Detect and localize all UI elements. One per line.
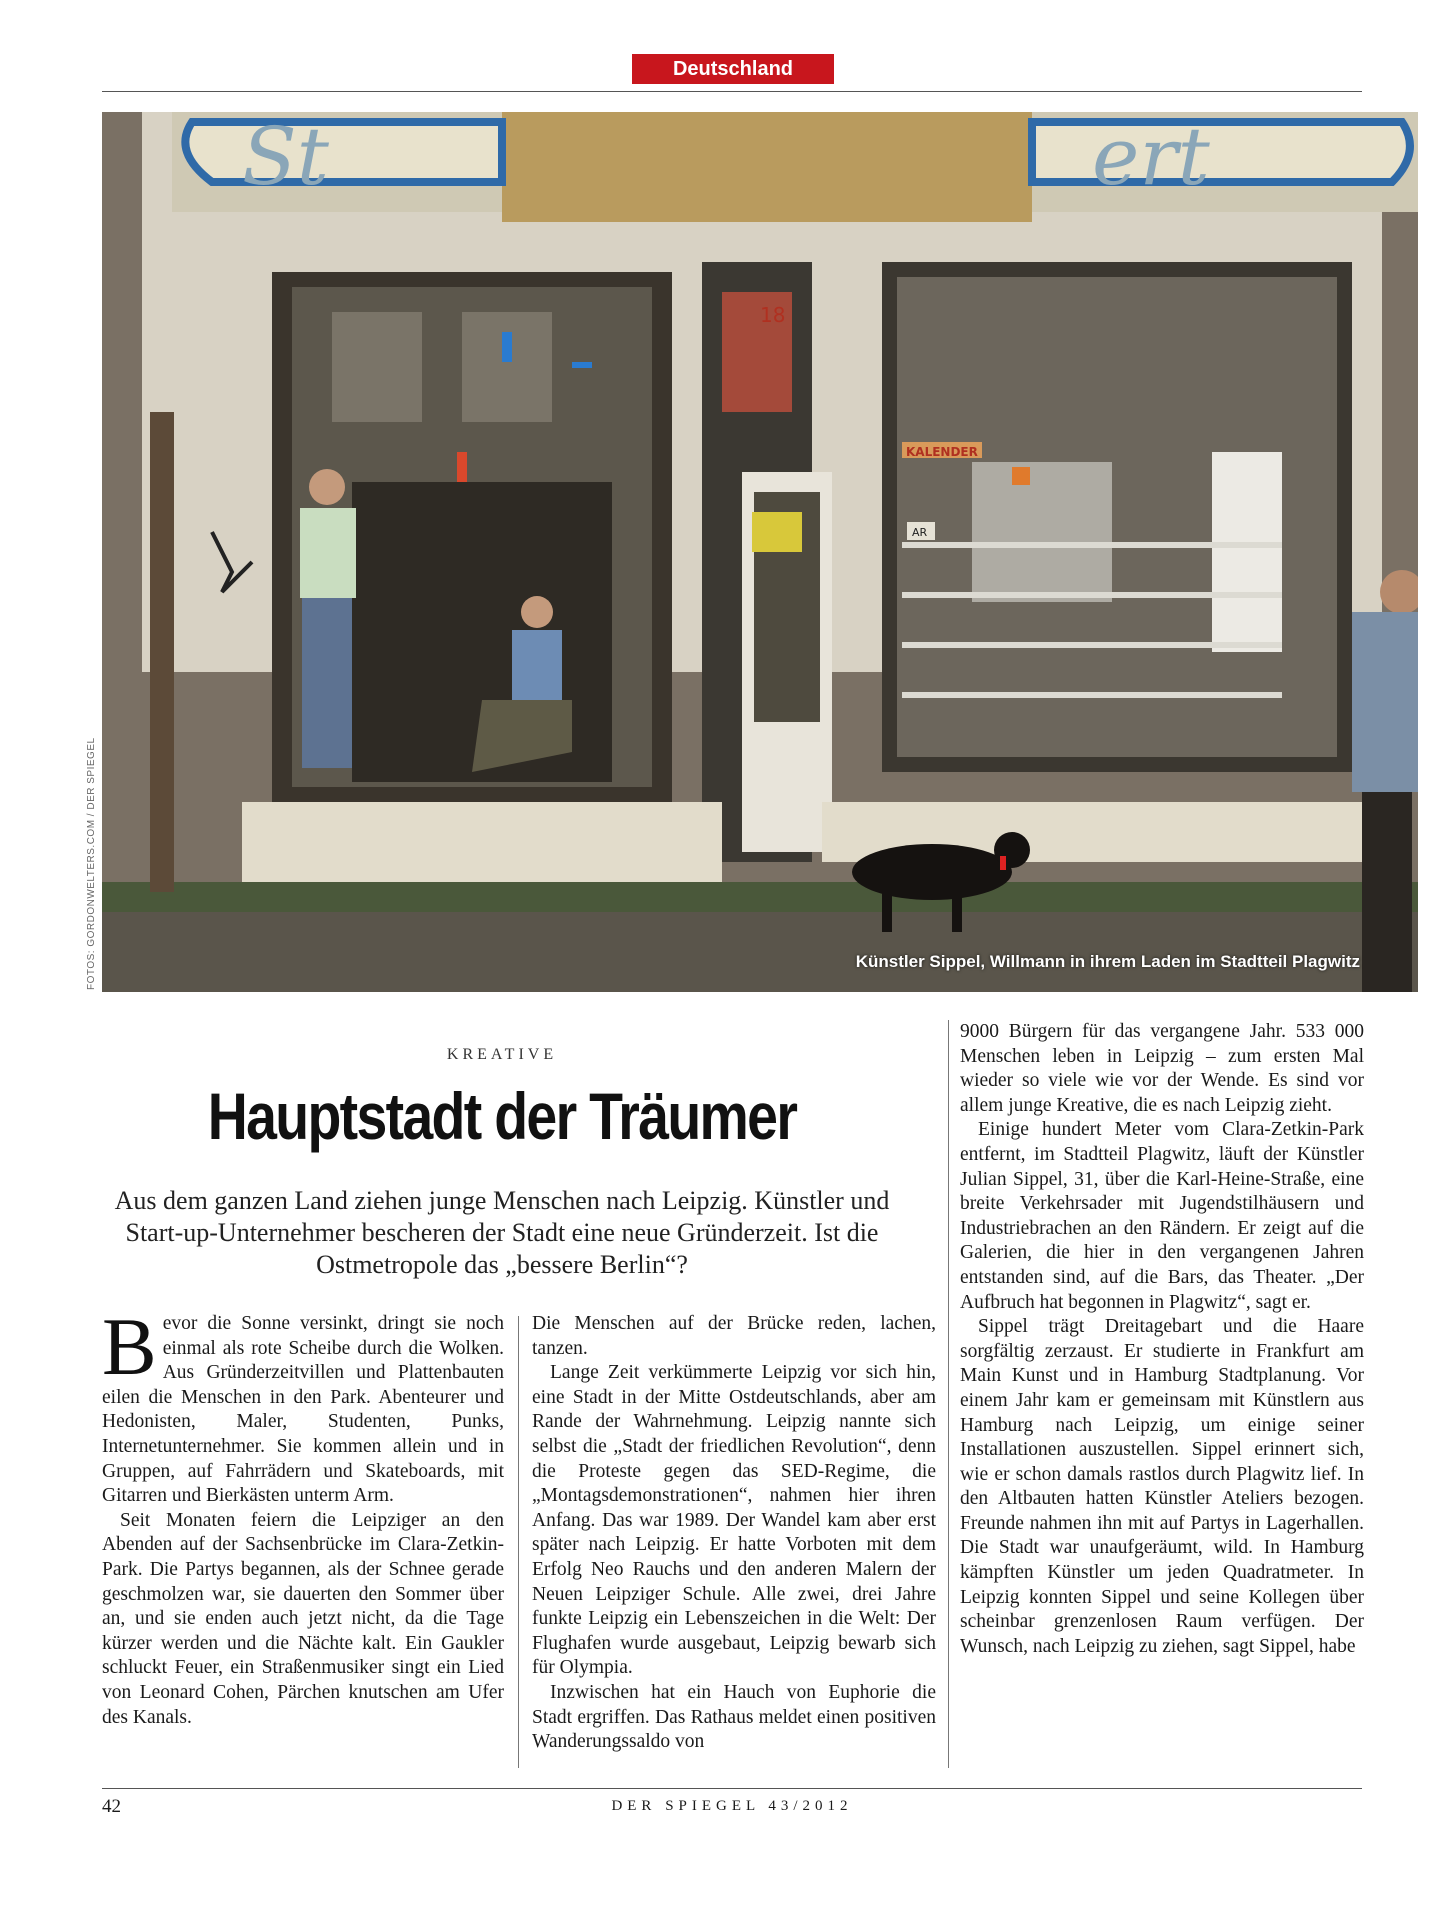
page-number: 42 [102,1796,121,1817]
drop-cap: B [102,1301,157,1392]
body-paragraph: Bevor die Sonne versinkt, dringt sie noch einmal als rote Scheibe durch die Wolken. Aus Gründerzeitvillen und Plattenbauten eilen die Menschen in den Park. Abenteurer und Hedonisten, Maler, Studenten, Punks, Internetunternehmer. Sie kommen allein und in Gruppen, auf Fahrrädern und Skateboards, mit Gitarren und Bierkästen unterm Arm. [102,1301,504,1507]
bottom-rule [102,1788,1362,1789]
column-divider [948,1020,949,1768]
body-column-2 [532,1312,936,1755]
body-paragraph: Seit Monaten feiern die Leipziger an den Abenden auf der Sachsenbrücke im Clara-Zetkin-Park. Die Partys begannen, als der Schnee gerade geschmolzen war, sie dauerten den Sommer über an, und sie enden auch jetzt nicht, da die Tage kürzer werden und die Nächte kalt. Ein Gaukler schluckt Feuer, ein Straßenmusiker singt ein Lied von Leonard Cohen, Pärchen knutschen am Ufer des Kanals. [102,1509,504,1728]
body-paragraph: 9000 Bürgern für das vergangene Jahr. 533 000 Menschen leben in Leipzig – zum ersten Mal wieder so viele wie vor der Wende. Es sind vor allem junge Kreative, die es nach Leipzig zieht. [960,1021,1364,1116]
svg-text:AR: AR [912,526,928,539]
magazine-footer: DER SPIEGEL 43/2012 [611,1798,853,1814]
body-paragraph: Sippel trägt Dreitagebart und die Haare sorgfältig zerzaust. Er studierte in Frankfurt am Main Kunst und in Hamburg Stadtplanung. Vor einem Jahr kam er gemeinsam mit Künstlern aus Hamburg nach Leipzig, um einige seiner Installationen auszustellen. Sippel erinnert sich, wie er schon damals rastlos durch Plagwitz lief. In den Altbauten hatten Künstler Ateliers bezogen. Freunde nahmen ihn mit auf Partys in Lagerhallen. Die Stadt war unaufgeräumt, wild. In Hamburg kämpften Künstler um jeden Quadratmeter. In Leipzig konnten Sippel und seine Kollegen über scheinbar grenzenlosen Raum verfügen. Der Wunsch, nach Leipzig zu ziehen, sagt Sippel, habe [960,1316,1364,1657]
svg-text:St: St [242,112,329,203]
photo-credit: FOTOS: GORDONWELTERS.COM / DER SPIEGEL [86,737,97,990]
article-headline: Hauptstadt der Träumer [207,1079,797,1153]
body-paragraph: Inzwischen hat ein Hauch von Euphorie die Stadt ergriffen. Das Rathaus meldet einen positiven Wanderungssaldo von [532,1681,936,1753]
lead-photo [102,112,1418,992]
svg-text:18: 18 [760,303,786,327]
storefront-illustration [102,112,1418,992]
section-label: Deutschland [632,54,834,84]
svg-text:ert: ert [1092,112,1210,203]
photo-caption: Künstler Sippel, Willmann in ihrem Laden im Stadtteil Plagwitz [855,952,1360,971]
top-rule [102,91,1362,92]
body-paragraph: Die Menschen auf der Brücke reden, lachen, tanzen. [532,1313,936,1359]
column-divider [518,1316,519,1768]
article-kicker: KREATIVE [446,1046,558,1063]
body-column-3 [960,1020,1364,1659]
body-paragraph: Lange Zeit verkümmerte Leipzig vor sich hin, eine Stadt in der Mitte Ostdeutschlands, aber am Rande der Wahrnehmung. Leipzig nannte sich selbst die „Stadt der friedlichen Revolution“, denn die Proteste gegen das SED-Regime, die „Montagsdemonstrationen“, nahmen hier ihren Anfang. Das war 1989. Der Wandel kam aber erst später nach Leipzig. Er hatte Vorboten mit dem Erfolg Neo Rauchs und den anderen Malern der Neuen Leipziger Schule. Alle zwei, drei Jahre funkte Leipzig ein Lebenszeichen in die Welt: Der Flughafen wurde ausgebaut, Leipzig bewarb sich für Olympia. [532,1362,936,1679]
article-deck: Aus dem ganzen Land ziehen junge Menschen nach Leipzig. Künstler und Start-up-Unternehmer bescheren der Stadt eine neue Gründerzeit. Ist die Ostmetropole das „bessere Berlin“? [114,1186,890,1279]
svg-text:KALENDER: KALENDER [906,445,978,459]
body-column-1 [102,1301,504,1730]
body-paragraph: Einige hundert Meter vom Clara-Zetkin-Park entfernt, im Stadtteil Plagwitz, läuft der Künstler Julian Sippel, 31, über die Karl-Heine-Straße, eine breite Verkehrsader mit Jugendstilhäusern und Industriebrachen an den Rändern. Er zeigt auf die Galerien, die hier in den vergangenen Jahren entstanden sind, auf die Bars, das Theater. „Der Aufbruch hat begonnen in Plagwitz“, sagt er. [960,1119,1364,1313]
